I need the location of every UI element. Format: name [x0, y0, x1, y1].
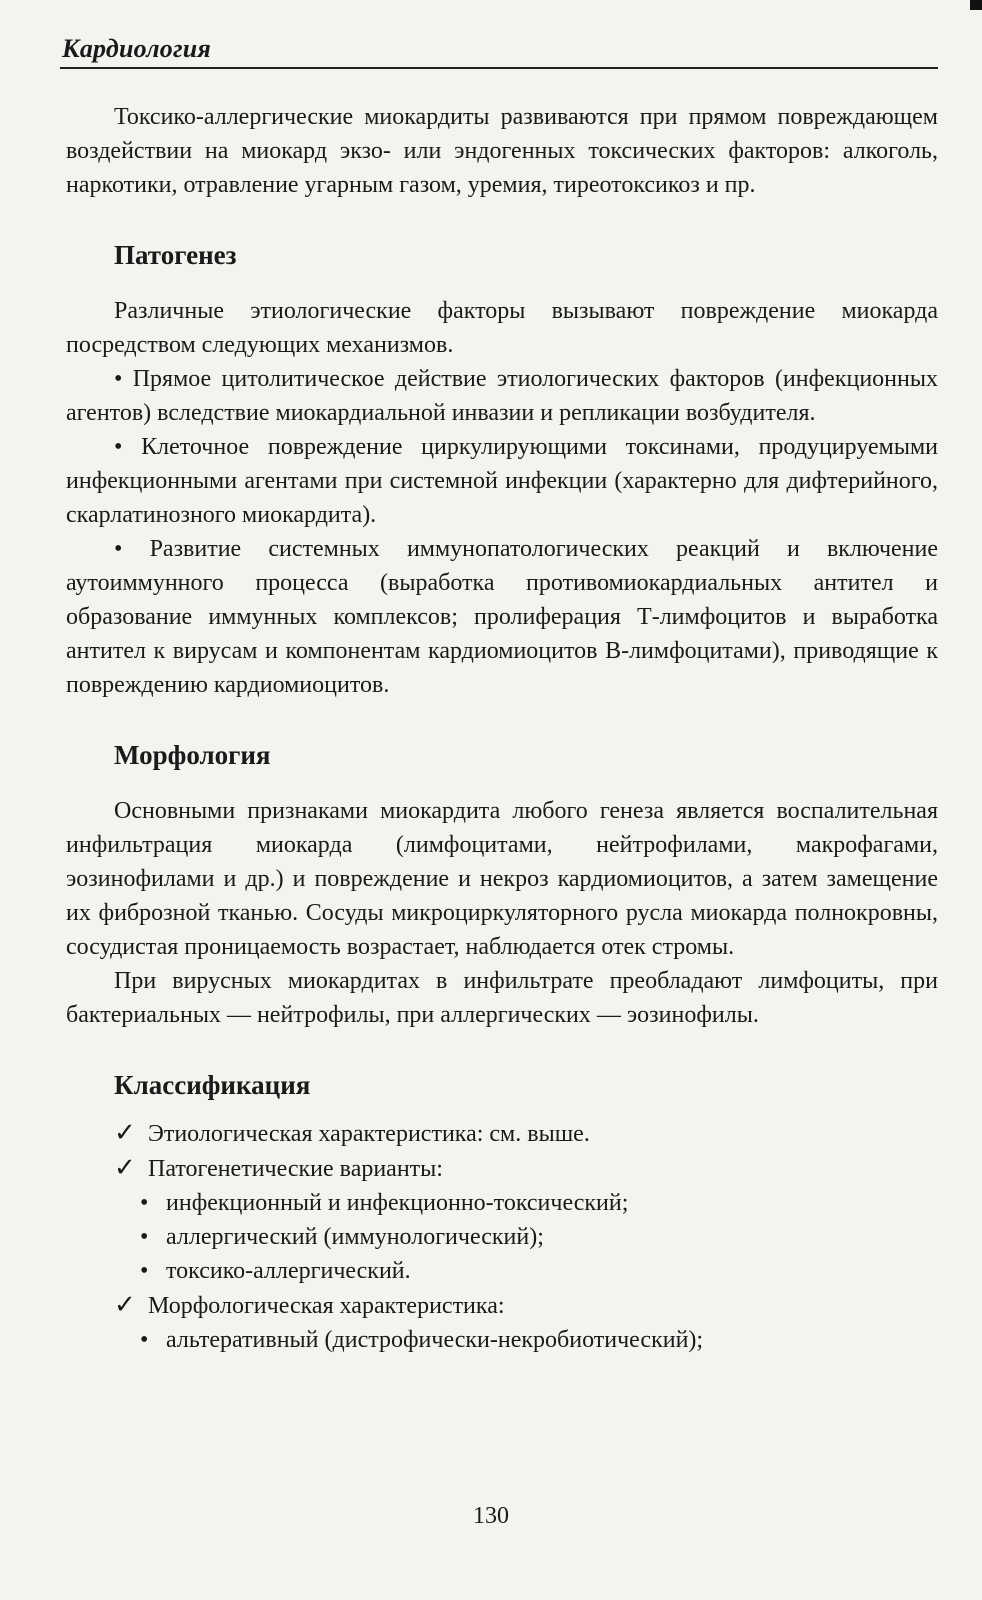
bullet-icon: • [140, 1190, 149, 1216]
header-rule [60, 67, 938, 69]
classification-item [66, 1288, 938, 1323]
morphology-heading: Морфология [114, 740, 271, 770]
classification-list [66, 1116, 938, 1357]
scan-corner-mark [970, 0, 982, 10]
classification-subitem-text: аллергический (иммунологический); [166, 1224, 544, 1250]
pathogenesis-bullet-text: Развитие системных иммунопатологических реакций и включение аутоиммунного процесса (выработка противомиокардиальных антител и образование иммунных комплексов; пролиферация Т-лимфоцитов и выработка антител к вирусам и компонентам кардиомиоцитов В-лимфоцитами), приводящие к повреждению кардиомиоцитов. [66, 536, 939, 698]
pathogenesis-lead: Различные этиологические факторы вызывают повреждение миокарда посредством следующих механизмов. [66, 298, 938, 358]
page-content [66, 100, 938, 1357]
classification-subitem-text: инфекционный и инфекционно-токсический; [166, 1190, 629, 1216]
pathogenesis-bullet [66, 532, 938, 702]
morphology-paragraph: При вирусных миокардитах в инфильтрате преобладают лимфоциты, при бактериальных — нейтрофилы, при аллергических — эозинофилы. [66, 968, 938, 1028]
pathogenesis-heading: Патогенез [114, 240, 237, 270]
pathogenesis-bullet [66, 430, 938, 532]
bullet-icon: • [140, 1327, 149, 1353]
intro-paragraph: Токсико-аллергические миокардиты развиваются при прямом повреждающем воздействии на миокард экзо- или эндогенных токсических факторов: алкоголь, наркотики, отравление угарным газом, уремия, тиреотоксикоз и пр. [66, 104, 938, 198]
classification-item-label: Этиологическая характеристика: см. выше. [148, 1121, 590, 1147]
bullet-icon: • [140, 1224, 149, 1250]
classification-subitem [66, 1186, 938, 1220]
pathogenesis-bullet [66, 362, 938, 430]
morphology-paragraph: Основными признаками миокардита любого генеза является воспалительная инфильтрация миокарда (лимфоцитами, нейтрофилами, макрофагами, эозинофилами и др.) и повреждение и некроз кардиомиоцитов, а затем замещение их фиброзной тканью. Сосуды микроциркуляторного русла миокарда полнокровны, сосудистая проницаемость возрастает, наблюдается отек стромы. [66, 798, 938, 960]
checkmark-icon: ✓ [114, 1290, 136, 1320]
classification-subitem [66, 1220, 938, 1254]
bullet-icon: • [140, 1258, 149, 1284]
checkmark-icon: ✓ [114, 1153, 136, 1183]
running-head: Кардиология [62, 34, 211, 63]
pathogenesis-bullet-text: Прямое цитолитическое действие этиологических факторов (инфекционных агентов) вследствие миокардиальной инвазии и репликации возбудителя. [66, 366, 938, 426]
classification-item [66, 1151, 938, 1186]
pathogenesis-bullet-text: Клеточное повреждение циркулирующими токсинами, продуцируемыми инфекционными агентами при системной инфекции (характерно для дифтерийного, скарлатинозного миокардита). [66, 434, 938, 528]
classification-subitem-text: альтеративный (дистрофически-некробиотический); [166, 1327, 704, 1353]
checkmark-icon: ✓ [114, 1118, 136, 1148]
bullet-icon: • [114, 434, 142, 460]
classification-item-label: Патогенетические варианты: [148, 1156, 443, 1182]
bullet-icon: • [114, 366, 133, 392]
classification-heading: Классификация [114, 1070, 311, 1100]
classification-subitem-text: токсико-аллергический. [166, 1258, 411, 1284]
classification-item-label: Морфологическая характеристика: [148, 1293, 505, 1319]
bullet-icon: • [114, 536, 150, 562]
classification-subitem [66, 1254, 938, 1288]
page-number: 130 [473, 1503, 509, 1529]
classification-item [66, 1116, 938, 1151]
classification-subitem [66, 1323, 938, 1357]
